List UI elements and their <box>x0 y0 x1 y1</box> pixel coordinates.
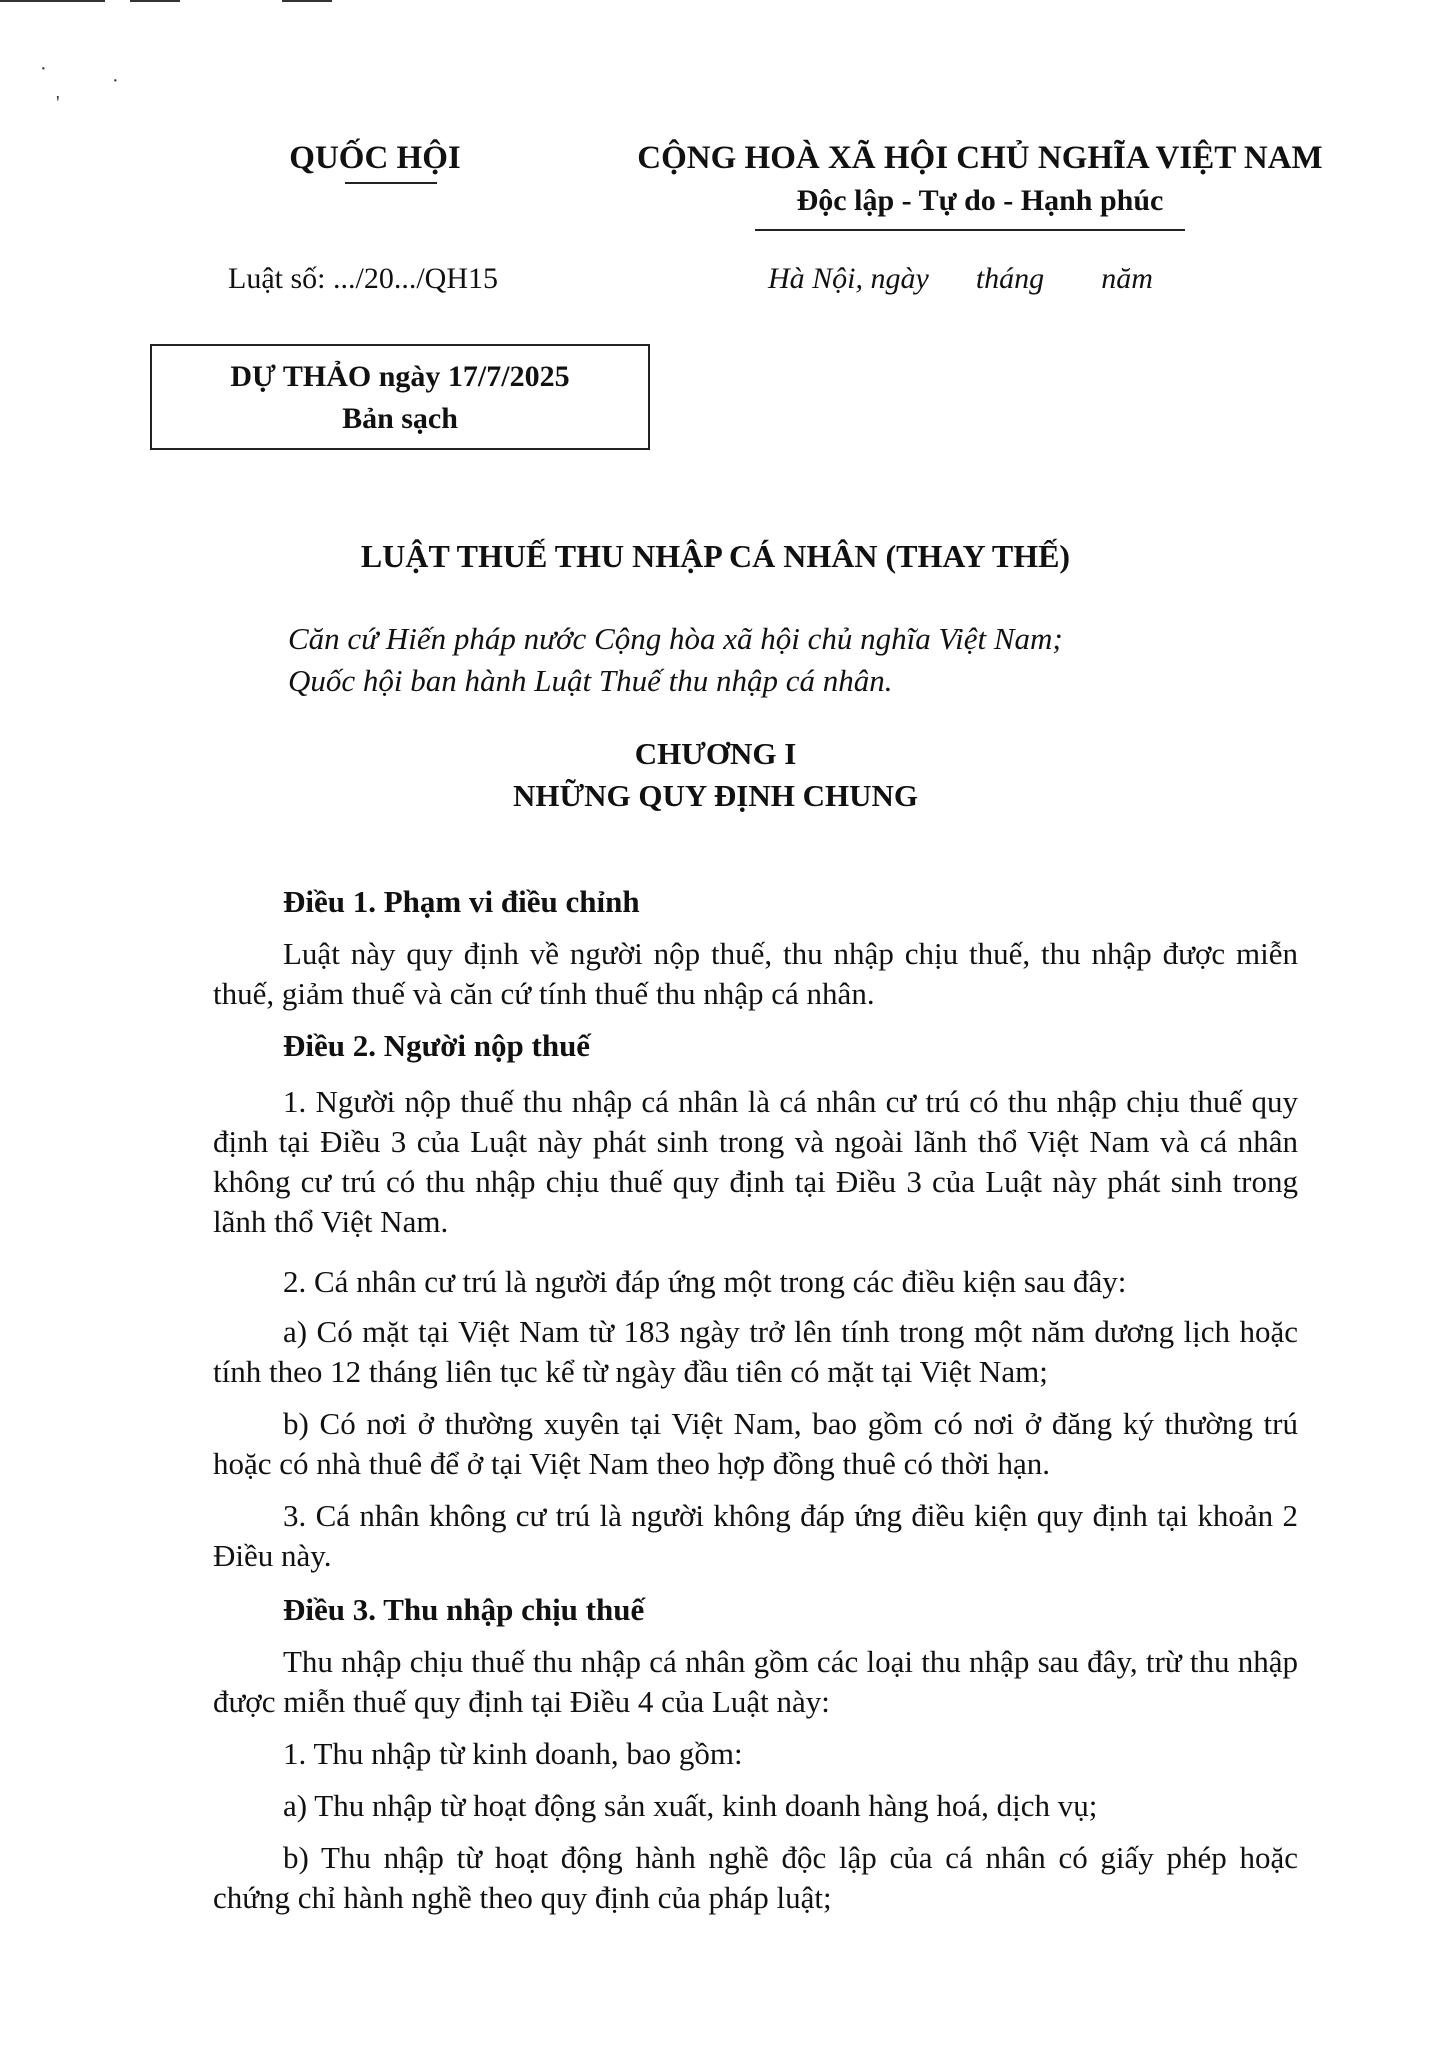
country-name: CỘNG HOÀ XÃ HỘI CHỦ NGHĨA VIỆT NAM <box>637 140 1323 176</box>
article-3-clause-1: 1. Thu nhập từ kinh doanh, bao gồm: <box>283 1736 743 1771</box>
article-3-intro: Thu nhập chịu thuế thu nhập cá nhân gồm các loại thu nhập sau đây, trừ thu nhập được miễn thuế quy định tại Điều 4 của Luật này: <box>213 1644 1298 1719</box>
scan-artifact-line <box>282 0 332 2</box>
article-2-clause-2: 2. Cá nhân cư trú là người đáp ứng một trong các điều kiện sau đây: <box>283 1264 1127 1299</box>
law-number: Luật số: .../20.../QH15 <box>228 262 498 295</box>
article-2-clause-1: 1. Người nộp thuế thu nhập cá nhân là cá nhân cư trú có thu nhập chịu thuế quy định tại Điều 3 của Luật này phát sinh trong và ngoài lãnh thổ Việt Nam và cá nhân không cư trú có thu nhập chịu thuế quy định tại Điều 3 của Luật này phát sinh trong lãnh thổ Việt Nam. <box>213 1084 1298 1239</box>
draft-date: DỰ THẢO ngày 17/7/2025 <box>230 360 570 393</box>
national-motto: Độc lập - Tự do - Hạnh phúc <box>796 184 1164 217</box>
date-month: tháng <box>975 262 1045 295</box>
article-3-clause-1a: a) Thu nhập từ hoạt động sản xuất, kinh doanh hàng hoá, dịch vụ; <box>283 1788 1098 1823</box>
motto-underline <box>755 229 1185 231</box>
scan-speck: · <box>40 58 47 80</box>
preamble-line: Quốc hội ban hành Luật Thuế thu nhập cá nhân. <box>288 663 893 698</box>
chapter-heading <box>150 733 1281 817</box>
preamble-line: Căn cứ Hiến pháp nước Cộng hòa xã hội chủ nghĩa Việt Nam; <box>288 621 1063 656</box>
date-day: ngày <box>870 262 929 295</box>
article-2-clause-2a: a) Có mặt tại Việt Nam từ 183 ngày trở lên tính trong một năm dương lịch hoặc tính theo 12 tháng liên tục kể từ ngày đầu tiên có mặt tại Việt Nam; <box>213 1314 1298 1389</box>
scan-artifact-line <box>0 0 105 2</box>
preamble <box>288 618 1063 702</box>
chapter-name: NHỮNG QUY ĐỊNH CHUNG <box>513 778 918 813</box>
date-line <box>768 262 1153 296</box>
article-2-clause-2b: b) Có nơi ở thường xuyên tại Việt Nam, bao gồm có nơi ở đăng ký thường trú hoặc có nhà thuê để ở tại Việt Nam theo hợp đồng thuê có thời hạn. <box>213 1406 1298 1481</box>
organization-underline <box>345 182 437 184</box>
date-year: năm <box>1101 262 1153 295</box>
scan-speck: ' <box>56 92 60 114</box>
chapter-number: CHƯƠNG I <box>634 736 797 771</box>
scan-speck: · <box>112 70 119 92</box>
article-2-heading: Điều 2. Người nộp thuế <box>283 1028 591 1063</box>
law-title: LUẬT THUẾ THU NHẬP CÁ NHÂN (THAY THẾ) <box>360 538 1071 574</box>
draft-stamp-box <box>150 344 650 450</box>
article-1-paragraph: Luật này quy định về người nộp thuế, thu nhập chịu thuế, thu nhập được miễn thuế, giảm thuế và căn cứ tính thuế thu nhập cá nhân. <box>213 936 1298 1011</box>
date-place: Hà Nội, <box>768 262 864 295</box>
article-3-clause-1b: b) Thu nhập từ hoạt động hành nghề độc lập của cá nhân có giấy phép hoặc chứng chỉ hành nghề theo quy định của pháp luật; <box>213 1840 1298 1915</box>
scan-artifact-line <box>130 0 180 2</box>
article-2-clause-3: 3. Cá nhân không cư trú là người không đáp ứng điều kiện quy định tại khoản 2 Điều này. <box>213 1498 1298 1573</box>
article-1-heading: Điều 1. Phạm vi điều chỉnh <box>283 884 640 919</box>
draft-version: Bản sạch <box>342 402 458 435</box>
organization-name: QUỐC HỘI <box>289 140 461 176</box>
article-3-heading: Điều 3. Thu nhập chịu thuế <box>283 1592 645 1627</box>
